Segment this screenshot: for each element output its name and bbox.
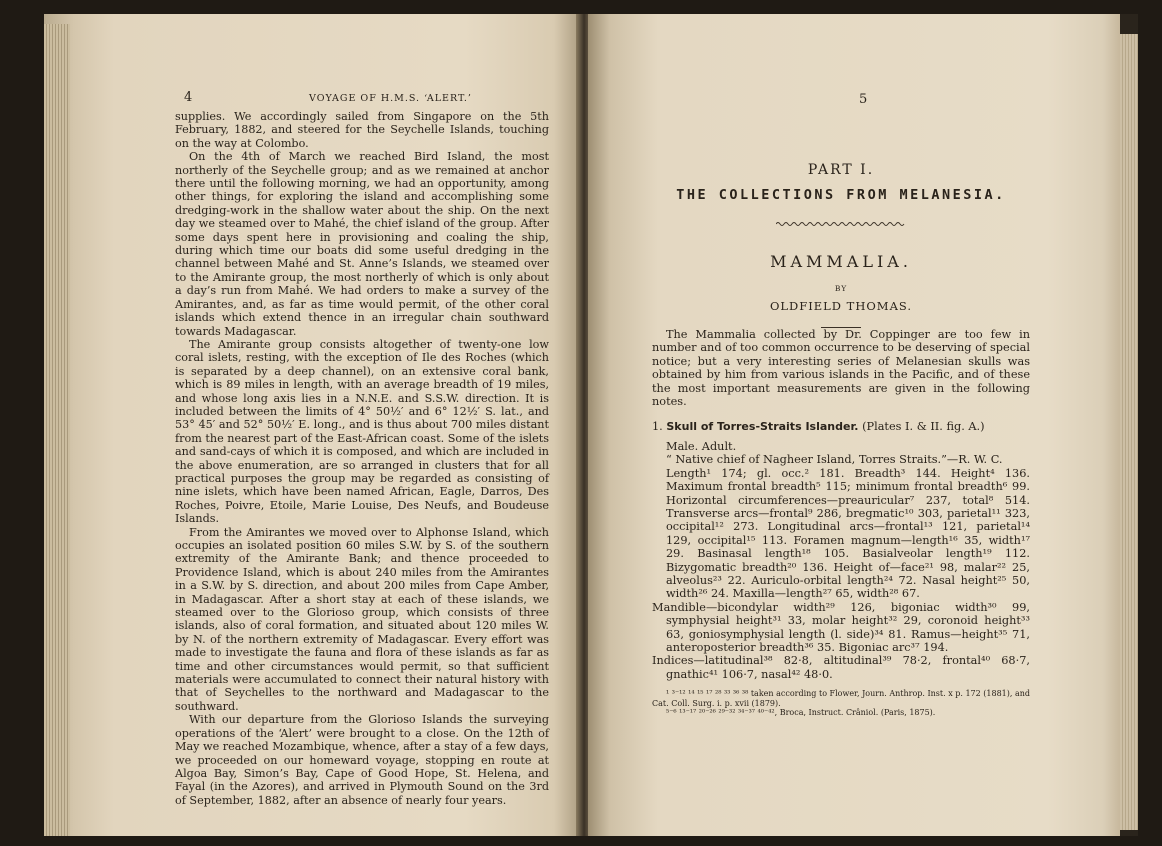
left-page-number: 4 [184,90,193,105]
heading-text: Skull of Torres-Straits Islander. [666,420,859,434]
wavy-rule-ornament [776,221,906,227]
footnotes [652,689,1030,718]
running-head: VOYAGE OF H.M.S. ‘ALERT.’ [309,93,472,104]
heading-number: 1. [652,420,663,434]
paragraph: From the Amirantes we moved over to Alphonse Island, which occupies an isolated position 60 miles S.W. by S. of the southern extremity of the Amirante Bank; and thence proceeded to Providence Island, which is about 240 miles from the Amirantes in a S.W. by S. direction, and about 200 miles from Cape Amber, in Madagascar. After a short stay at each of these islands, we steamed over to the Glorioso group, which consists of three islands, also of coral formation, and situated about 120 miles W. by N. of the northern extremity of Madagascar. Every effort was made to investigate the fauna and flora of these islands as far as time and other circumstances would permit, so that sufficient materials were accumulated to connect their natural history with that of Seychelles to the northward and Madagascar to the southward. [175,525,549,713]
part-title: PART I. [807,162,875,178]
paragraph: On the 4th of March we reached Bird Island, the most northerly of the Seychelle group; and as we remained at anchor there until the following morning, we had an opportunity, among other things, for exploring the island and accomplishing some dredging-work in the shallow water about the ship. On the next day we steamed over to Mahé, the chief island of the group. After some days spent here in provisioning and coaling the ship, during which time our boats did some useful dredging in the channel between Mahé and St. Anne’s Islands, we steamed over to the Amirante group, the most northerly of which is only about a day’s run from Mahé. We had orders to make a survey of the Amirantes, and, as far as time would permit, of the other coral islands which extend thence in an irregular chain southward towards Madagascar. [175,150,549,338]
left-page-body [175,110,549,807]
paragraph: supplies. We accordingly sailed from Singapore on the 5th February, 1882, and steered for the Seychelle Islands, touching on the way at Colombo. [175,110,549,150]
author-name: OLDFIELD THOMAS. [769,298,913,313]
measurement-line: “ Native chief of Nagheer Island, Torres Straits.”—R. W. C. [666,453,1003,467]
measurement-line: Mandible—bicondylar width²⁹ 126, bigoniac width³⁰ 99, symphysial height³¹ 33, molar height³² 29, coronoid height³³ 63, goniosymphysial length (l. side)³⁴ 81. Ramus—height³⁵ 71, anteroposterior breadth³⁶ 35. Bigoniac arc³⁷ 194. [652,600,1030,654]
right-page [588,14,1120,836]
intro-paragraph: The Mammalia collected by Dr. Coppinger are too few in number and of too common occurrence to be deserving of special notice; but a very interesting series of Melanesian skulls was obtained by him from various islands in the Pacific, and of these the most important measurements are given in the following notes. [652,328,1030,409]
measurement-line: Male. Adult. [666,439,737,453]
right-page-number: 5 [859,92,868,107]
collections-title: THE COLLECTIONS FROM MELANESIA. [676,187,1006,204]
footnote: ¹ ³⁻¹² ¹⁴ ¹⁵ ¹⁷ ²⁸ ³³ ³⁶ ³⁸ taken according to Flower, Journ. Anthrop. Inst. x p. 172 (1881), and Cat. Coll. Surg. i. p. xvii (1879). [652,689,1030,708]
skull-heading [652,420,1030,433]
right-page-body [652,164,1030,718]
open-book [44,14,1138,836]
footnote: ⁵⁻⁶ ¹³⁻¹⁷ ²⁰⁻²⁶ ²⁹⁻³² ³⁴⁻³⁷ ⁴⁰⁻⁴², Broca, Instruct. Crâniol. (Paris, 1875). [666,708,936,718]
measurement-line: Indices—latitudinal³⁸ 82·8, altitudinal³⁹ 78·2, frontal⁴⁰ 68·7, gnathic⁴¹ 106·7, nasal⁴² 48·0. [652,654,1030,681]
paragraph: With our departure from the Glorioso Islands the surveying operations of the ‘Alert’ were brought to a close. On the 12th of May we reached Mozambique, whence, after a stay of a few days, we proceeded on our homeward voyage, stopping en route at Algoa Bay, Simon’s Bay, Cape of Good Hope, St. Helena, and Fayal (in the Azores), and arrived in Plymouth Sound on the 3rd of September, 1882, after an absence of nearly four years. [175,713,549,807]
plates-reference: (Plates I. & II. fig. A.) [862,420,985,434]
left-page [44,14,582,836]
right-page-edges [1120,34,1138,830]
paragraph: The Amirante group consists altogether of twenty-one low coral islets, resting, with the exception of Ile des Roches (which is separated by a deep channel), on an extensive coral bank, which is 89 miles in length, with an average breadth of 19 miles, and whose long axis lies in a N.N.E. and S.S.W. direction. It is included between the limits of 4° 50½′ and 6° 12½′ S. lat., and 53° 45′ and 52° 50½′ E. long., and is thus about 700 miles distant from the nearest part of the East-African coast. Some of the islets and sand-cays of which it is composed, and which are included in the above enumeration, are so arranged in clusters that for all practical purposes the group may be regarded as consisting of nine islets, which have been named African, Eagle, Darros, Des Roches, Poivre, Etoile, Marie Louise, Des Neufs, and Boudeuse Islands. [175,337,549,526]
byline-label: BY [834,284,848,294]
left-page-edges [44,24,70,836]
measurement-line: Length¹ 174; gl. occ.² 181. Breadth³ 144. Height⁴ 136. Maximum frontal breadth⁵ 115; minimum frontal breadth⁶ 99. Horizontal circumferences—preauricular⁷ 237, total⁸ 514. Transverse arcs—frontal⁹ 286, bregmatic¹⁰ 303, parietal¹¹ 323, occipital¹² 273. Longitudinal arcs—frontal¹³ 121, parietal¹⁴ 129, occipital¹⁵ 113. Foramen magnum—length¹⁶ 35, width¹⁷ 29. Basinasal length¹⁸ 105. Basialveolar length¹⁹ 112. Bizygomatic breadth²⁰ 136. Height of—face²¹ 98, malar²² 25, alveolus²³ 22. Auriculo-orbital length²⁴ 72. Nasal height²⁵ 50, width²⁶ 24. Maxilla—length²⁷ 65, width²⁸ 67. [666,466,1030,601]
section-title: MAMMALIA. [770,251,912,271]
